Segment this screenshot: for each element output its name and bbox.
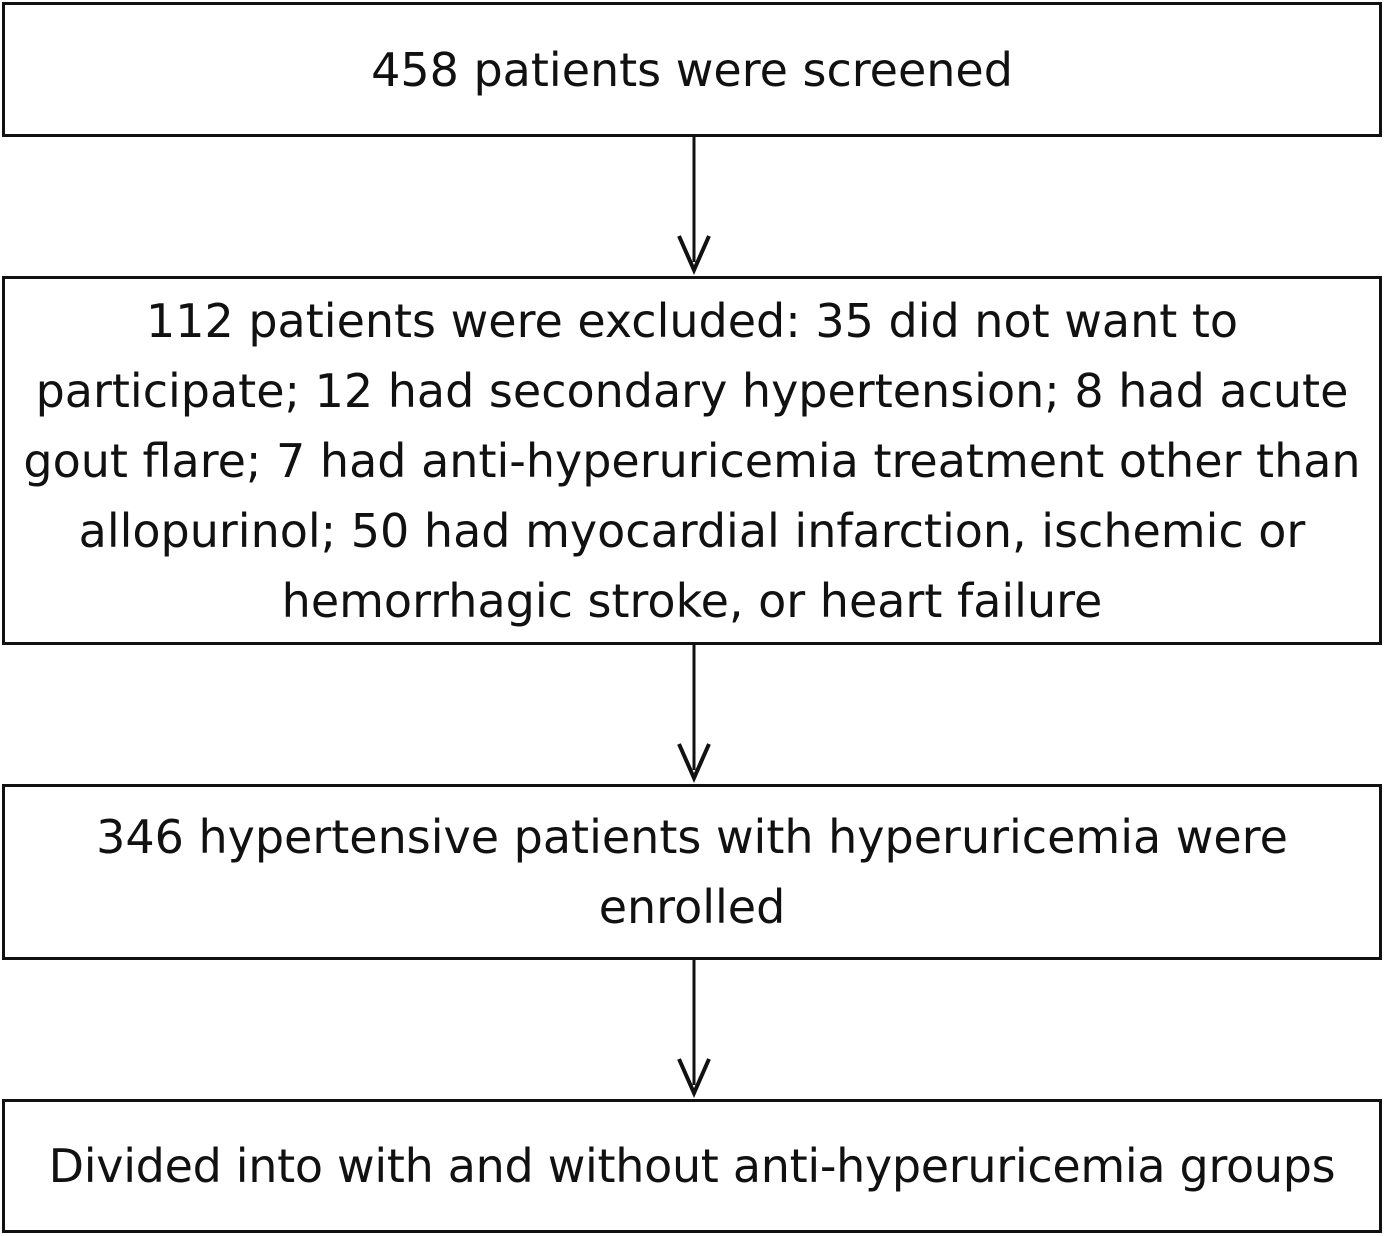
arrow-enrolled-to-divided: [679, 960, 709, 1093]
arrow-excluded-to-enrolled: [679, 645, 709, 778]
step-box-excluded: [2, 276, 1382, 645]
step-text-enrolled: 346 hypertensive patients with hyperuricemia were enrolled: [96, 810, 1288, 934]
step-text-screened: 458 patients were screened: [371, 42, 1013, 97]
step-text-excluded: 112 patients were excluded: 35 did not want to participate; 12 had secondary hypertension; 8 had acute gout flare; 7 had anti-hyperuricemia treatment other than allopurinol; 50 had myocardial infarction, ischemic or hemorrhagic stroke, or heart failure: [23, 293, 1361, 628]
step-box-enrolled: [2, 784, 1382, 960]
step-text-divided: Divided into with and without anti-hyperuricemia groups: [48, 1139, 1336, 1193]
arrow-screened-to-excluded: [679, 137, 709, 270]
step-box-divided: [2, 1099, 1382, 1233]
